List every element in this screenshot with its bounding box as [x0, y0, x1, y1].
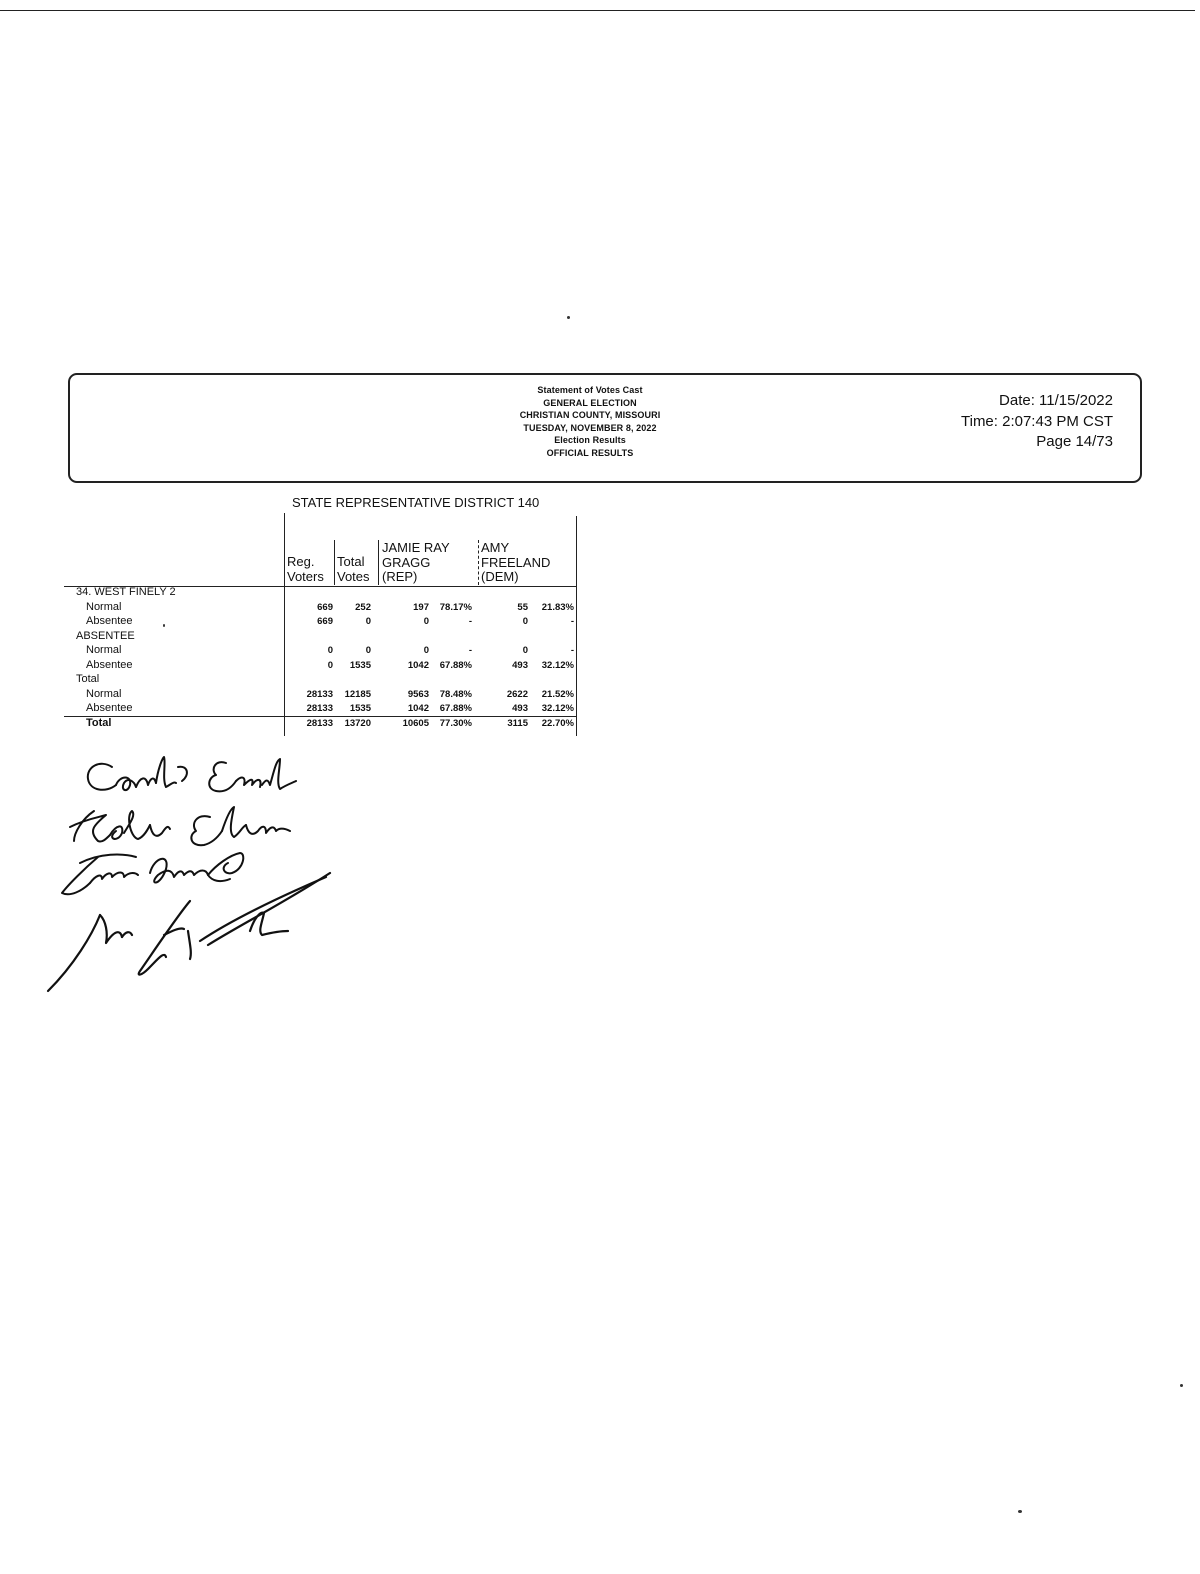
row-label: Normal	[86, 644, 122, 656]
cell-candidate-2-votes: 0	[522, 645, 528, 656]
scan-speck	[1180, 1384, 1183, 1387]
row-label: Normal	[86, 687, 122, 700]
column-divider	[334, 540, 335, 585]
report-header-title	[460, 384, 720, 460]
cell-candidate-1-votes: 10605	[402, 717, 429, 729]
column-header-reg-voters	[287, 555, 324, 584]
column-header-line: AMY	[481, 540, 510, 555]
cell-candidate-1-percent: 78.48%	[439, 688, 472, 700]
cell-reg-voters: 28133	[306, 717, 333, 729]
cell-candidate-1-percent: 78.17%	[439, 601, 472, 613]
cell-candidate-2-percent: 21.83%	[541, 601, 574, 613]
cell-reg-voters: 0	[327, 645, 333, 656]
top-rule	[0, 10, 1195, 11]
row-label: Absentee	[86, 658, 133, 671]
scan-speck	[1018, 1510, 1022, 1513]
header-line-official: OFFICIAL RESULTS	[546, 447, 634, 458]
cell-candidate-1-percent: -	[468, 616, 472, 627]
cell-candidate-2-percent: -	[570, 645, 574, 656]
cell-candidate-1-percent: 67.88%	[439, 703, 472, 714]
report-date: Date: 11/15/2022	[999, 392, 1113, 409]
cell-candidate-2-votes: 55	[517, 601, 528, 613]
row-label: Absentee	[86, 615, 133, 627]
row-label: Normal	[86, 600, 122, 613]
report-page: Page 14/73	[1036, 433, 1113, 450]
signature-3	[62, 853, 243, 894]
cell-total-votes: 12185	[344, 688, 371, 700]
cell-candidate-2-percent: 22.70%	[541, 717, 574, 729]
contest-title: STATE REPRESENTATIVE DISTRICT 140	[292, 495, 540, 510]
signature-2	[70, 807, 290, 845]
cell-reg-voters: 669	[317, 601, 333, 613]
cell-candidate-1-votes: 1042	[407, 703, 429, 714]
header-line-county: CHRISTIAN COUNTY, MISSOURI	[519, 410, 661, 421]
cell-total-votes: 13720	[344, 717, 371, 729]
cell-total-votes: 0	[365, 645, 371, 656]
cell-candidate-2-votes: 2622	[506, 688, 528, 700]
cell-total-votes: 252	[355, 601, 371, 613]
cell-candidate-2-percent: 21.52%	[541, 688, 574, 700]
cell-candidate-2-percent: 32.12%	[541, 703, 574, 714]
cell-candidate-1-percent: 67.88%	[439, 659, 472, 671]
column-header-line: (DEM)	[481, 569, 519, 584]
cell-candidate-2-votes: 493	[512, 703, 528, 714]
cell-candidate-2-votes: 493	[512, 659, 528, 671]
report-meta	[961, 391, 1113, 453]
column-header-line: Total	[337, 554, 365, 569]
column-header-total-votes	[337, 555, 370, 584]
cell-candidate-1-percent: 77.30%	[439, 717, 472, 729]
cell-candidate-2-votes: 3115	[507, 717, 528, 729]
report-time: Time: 2:07:43 PM CST	[961, 412, 1113, 430]
cell-candidate-1-votes: 9563	[407, 688, 429, 700]
header-line-results: Election Results	[554, 435, 626, 446]
column-header-line: FREELAND	[481, 554, 551, 570]
cell-candidate-2-percent: -	[570, 616, 574, 627]
row-label: ABSENTEE	[76, 629, 135, 642]
cell-candidate-1-votes: 0	[423, 645, 429, 656]
column-header-line: Reg.	[287, 554, 315, 569]
column-divider	[378, 540, 379, 585]
scan-speck	[567, 316, 570, 319]
signature-1	[88, 757, 296, 791]
cell-candidate-1-votes: 197	[413, 601, 429, 613]
column-header-line: Voters	[287, 568, 324, 584]
signatures	[40, 745, 380, 995]
cell-candidate-1-votes: 0	[423, 616, 429, 627]
column-header-line: (REP)	[382, 569, 418, 584]
cell-candidate-2-percent: 32.12%	[541, 659, 574, 671]
signature-4	[48, 873, 330, 991]
header-line-election: GENERAL ELECTION	[543, 397, 637, 408]
header-line-date: TUESDAY, NOVEMBER 8, 2022	[523, 422, 657, 433]
scan-speck	[163, 624, 165, 627]
cell-total-votes: 1535	[349, 703, 371, 714]
cell-reg-voters: 0	[327, 659, 333, 671]
cell-reg-voters: 28133	[306, 703, 333, 714]
row-label: Total	[76, 673, 100, 685]
column-header-candidate-2	[481, 541, 550, 585]
cell-candidate-1-percent: -	[468, 645, 472, 656]
column-divider	[478, 540, 479, 585]
cell-total-votes: 0	[365, 616, 371, 627]
column-header-line: GRAGG	[382, 554, 431, 570]
column-header-line: JAMIE RAY	[382, 540, 450, 555]
cell-reg-voters: 669	[317, 616, 333, 627]
column-header-line: Votes	[337, 568, 370, 584]
row-label: Total	[86, 716, 112, 729]
cell-candidate-2-votes: 0	[522, 616, 528, 627]
cell-reg-voters: 28133	[306, 688, 333, 700]
row-label: 34. WEST FINELY 2	[76, 586, 176, 598]
report-header	[68, 373, 1142, 483]
cell-total-votes: 1535	[349, 659, 371, 671]
column-header-candidate-1	[382, 541, 450, 585]
row-label: Absentee	[86, 702, 133, 714]
table-divider-right	[576, 516, 577, 736]
cell-candidate-1-votes: 1042	[407, 659, 429, 671]
header-line-statement: Statement of Votes Cast	[537, 385, 643, 395]
